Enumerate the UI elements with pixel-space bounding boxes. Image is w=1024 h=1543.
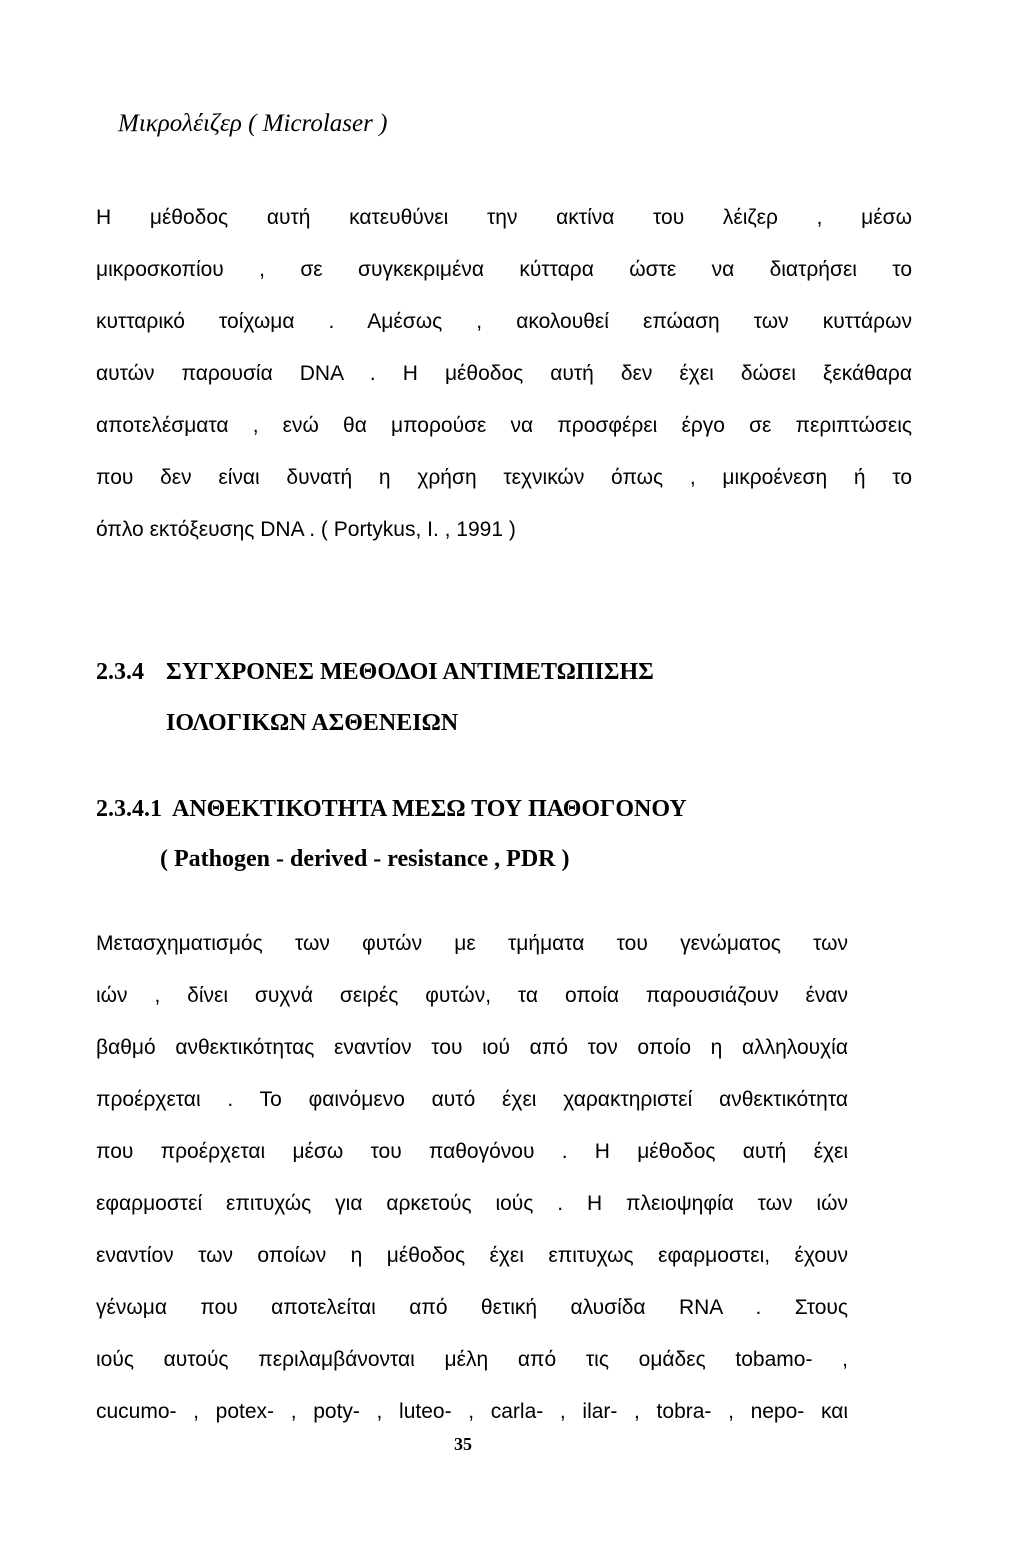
paragraph-line: εναντίον των οποίων η μέθοδος έχει επιτυχως εφαρμοστει, έχουν bbox=[96, 1244, 848, 1267]
section-title: Μικρολέιζερ ( Microlaser ) bbox=[118, 110, 388, 137]
paragraph-line: ιών , δίνει συχνά σειρές φυτών, τα οποία παρουσιάζουν έναν bbox=[96, 984, 848, 1007]
paragraph-line: όπλο εκτόξευσης DNA . ( Portykus, I. , 1991 ) bbox=[96, 518, 516, 541]
paragraph-line: εφαρμοστεί επιτυχώς για αρκετούς ιούς . Η πλειοψηφία των ιών bbox=[96, 1192, 848, 1215]
subheading-number: 2.3.4.1 bbox=[96, 796, 162, 822]
paragraph-line: cucumo- , potex- , poty- , luteo- , carla- , ilar- , tobra- , nepo- και bbox=[96, 1400, 848, 1423]
subheading-english-term: ( Pathogen - derived - resistance , PDR ) bbox=[160, 846, 570, 872]
paragraph-line: που δεν είναι δυνατή η χρήση τεχνικών όπως , μικροένεση ή το bbox=[96, 466, 912, 489]
paragraph-line: ιούς αυτούς περιλαμβάνονται μέλη από τις ομάδες tobamo- , bbox=[96, 1348, 848, 1371]
heading-title-line: ΙΟΛΟΓΙΚΩΝ ΑΣΘΕΝΕΙΩΝ bbox=[166, 710, 459, 736]
paragraph-line: Μετασχηματισμός των φυτών με τμήματα του γενώματος των bbox=[96, 932, 848, 955]
paragraph-line: αποτελέσματα , ενώ θα μπορούσε να προσφέρει έργο σε περιπτώσεις bbox=[96, 414, 912, 437]
paragraph-line: που προέρχεται μέσω του παθογόνου . Η μέθοδος αυτή έχει bbox=[96, 1140, 848, 1163]
paragraph-line: Η μέθοδος αυτή κατευθύνει την ακτίνα του λέιζερ , μέσω bbox=[96, 206, 912, 229]
heading-title-line: ΣΥΓΧΡΟΝΕΣ ΜΕΘΟΔΟΙ ΑΝΤΙΜΕΤΩΠΙΣΗΣ bbox=[166, 659, 654, 685]
paragraph-line: κυτταρικό τοίχωμα . Αμέσως , ακολουθεί επώαση των κυττάρων bbox=[96, 310, 912, 333]
paragraph-line: μικροσκοπίου , σε συγκεκριμένα κύτταρα ώστε να διατρήσει το bbox=[96, 258, 912, 281]
paragraph-line: αυτών παρουσία DNA . Η μέθοδος αυτή δεν έχει δώσει ξεκάθαρα bbox=[96, 362, 912, 385]
subheading-title: ΑΝΘΕΚΤΙΚΟΤΗΤΑ ΜΕΣΩ ΤΟΥ ΠΑΘΟΓΟΝΟΥ bbox=[172, 796, 687, 822]
heading-number: 2.3.4 bbox=[96, 659, 144, 685]
paragraph-pdr bbox=[96, 918, 848, 1438]
paragraph-line: βαθμό ανθεκτικότητας εναντίον του ιού από τον οποίο η αλληλουχία bbox=[96, 1036, 848, 1059]
page-number: 35 bbox=[454, 1434, 472, 1454]
paragraph-line: γένωμα που αποτελείται από θετική αλυσίδα RNA . Στους bbox=[96, 1296, 848, 1319]
paragraph-microlaser bbox=[96, 192, 912, 556]
paragraph-line: προέρχεται . Το φαινόμενο αυτό έχει χαρακτηριστεί ανθεκτικότητα bbox=[96, 1088, 848, 1111]
